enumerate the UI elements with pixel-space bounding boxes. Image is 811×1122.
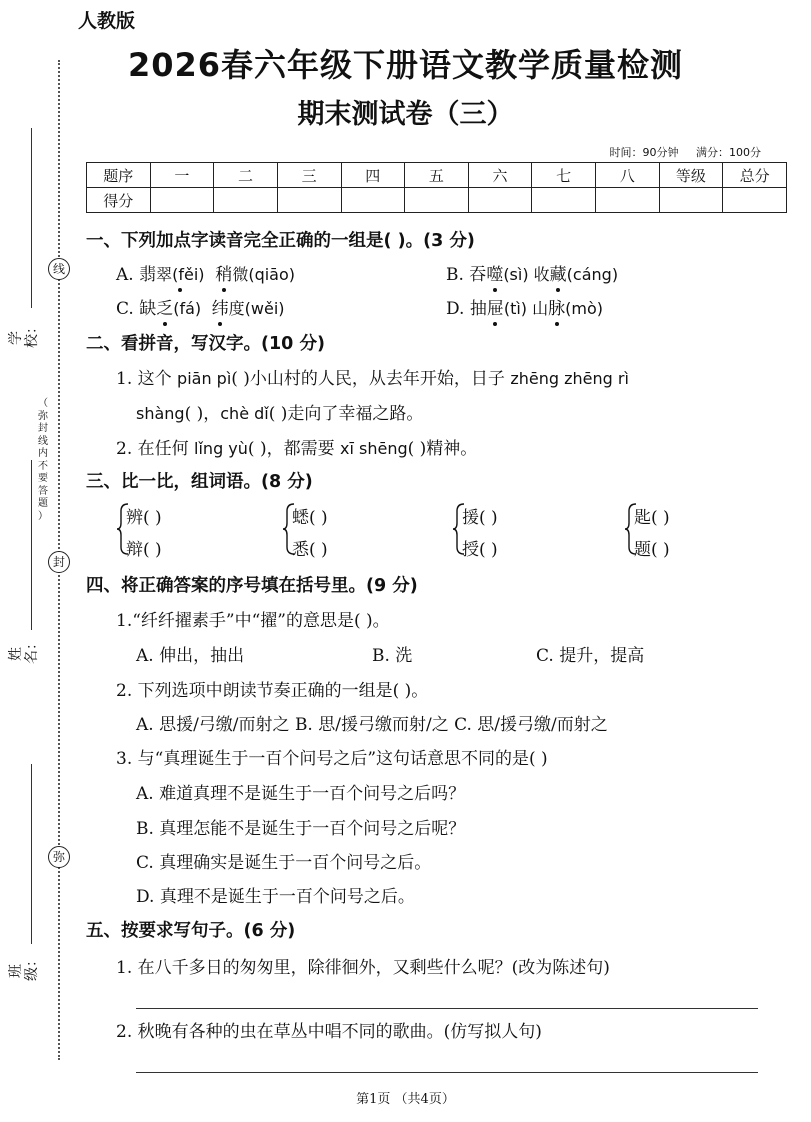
text: 微(qiāo) <box>232 265 296 284</box>
class-label: 班级： <box>8 953 40 981</box>
s3-pair-2-bottom[interactable]: 悉( ) <box>292 540 328 560</box>
s3-pair-3-top[interactable]: 援( ) <box>462 508 498 528</box>
text: D. 抽 <box>446 299 487 319</box>
seal-note: （ 弥 封 线 内 不 要 答 题 ） <box>38 398 48 522</box>
class-write-line <box>31 764 32 944</box>
score-cell: 等级 <box>659 163 723 188</box>
s3-pair-4-bottom[interactable]: 题( ) <box>634 540 670 560</box>
text: (tì) 山 <box>503 299 549 318</box>
score-entry[interactable] <box>150 188 214 213</box>
time-limit: 时间：90分钟 <box>609 146 679 159</box>
school-write-line <box>31 128 32 308</box>
score-cell: 题序 <box>87 163 151 188</box>
section-3-heading: 三、比一比，组词语。(8 分) <box>86 472 313 492</box>
score-table-score-row <box>87 188 787 213</box>
score-entry[interactable] <box>659 188 723 213</box>
score-cell: 总分 <box>723 163 787 188</box>
seal-mi-mark: 弥 <box>48 846 70 868</box>
full-score: 满分：100分 <box>696 146 761 159</box>
dotted-char: 纬 <box>212 294 229 319</box>
text: 度(wěi) <box>228 299 285 318</box>
pinyin: piān pì <box>177 369 232 388</box>
text: (sì) 收 <box>503 265 550 284</box>
s5-q2-answer-line[interactable] <box>136 1072 758 1073</box>
pinyin: xī shēng <box>340 439 408 458</box>
section-1-heading: 一、下列加点字读音完全正确的一组是( )。(3 分) <box>86 231 475 251</box>
s4-question-2[interactable]: 2. 下列选项中朗读节奏正确的一组是( )。 <box>116 681 429 701</box>
text: B. 吞 <box>446 265 487 285</box>
dotted-char: 脉 <box>548 294 565 319</box>
score-cell: 五 <box>405 163 469 188</box>
answer-blank[interactable]: ( )，都需要 <box>247 439 340 459</box>
name-label: 姓名： <box>8 636 40 664</box>
dotted-char: 藏 <box>550 260 567 285</box>
s4-question-3[interactable]: 3. 与“真理诞生于一百个问号之后”这句话意思不同的是( ) <box>116 749 548 769</box>
exam-meta <box>596 144 762 160</box>
edition-label: 人教版 <box>78 10 136 32</box>
score-table-header-row <box>87 163 787 188</box>
s2-question-2 <box>116 434 477 459</box>
text: C. 缺 <box>116 299 157 319</box>
text: 2. 在任何 <box>116 439 195 459</box>
section-2-heading: 二、看拼音，写汉字。(10 分) <box>86 334 325 354</box>
school-label: 学校： <box>8 320 40 348</box>
text: (mò) <box>565 299 603 318</box>
s1-option-d[interactable] <box>446 294 603 319</box>
score-cell: 二 <box>214 163 278 188</box>
answer-blank[interactable]: ( )， <box>184 404 221 424</box>
s5-q1-answer-line[interactable] <box>136 1008 758 1009</box>
section-5-heading: 五、按要求写句子。(6 分) <box>86 921 296 941</box>
page-footer: 第1页 （共4页） <box>356 1092 455 1107</box>
score-table <box>86 162 787 213</box>
text: (cáng) <box>566 265 619 284</box>
score-entry[interactable] <box>468 188 532 213</box>
s5-question-1: 1. 在八千多日的匆匆里，除徘徊外，又剩些什么呢？(改为陈述句) <box>116 958 610 978</box>
s1-option-c[interactable] <box>116 294 285 319</box>
s4-q1-option-b[interactable]: B. 洗 <box>372 646 413 666</box>
exam-subtitle: 期末测试卷（三） <box>297 99 514 130</box>
s4-q3-option-b[interactable]: B. 真理怎能不是诞生于一百个问号之后呢？ <box>136 819 466 839</box>
exam-title: 2026春六年级下册语文教学质量检测 <box>127 46 684 84</box>
seal-feng-mark: 封 <box>48 551 70 573</box>
score-cell: 八 <box>596 163 660 188</box>
s1-option-b[interactable] <box>446 260 618 285</box>
score-entry[interactable] <box>532 188 596 213</box>
answer-blank[interactable]: ( )走向了幸福之路。 <box>268 404 424 424</box>
text: A. 翡 <box>116 265 157 285</box>
text: (fá) <box>173 299 207 318</box>
s3-pair-2-top[interactable]: 蟋( ) <box>292 508 328 528</box>
dotted-char: 屉 <box>487 294 504 319</box>
s3-pair-3-bottom[interactable]: 授( ) <box>462 540 498 560</box>
s4-q2-options[interactable]: A. 思援/弓缴/而射之 B. 思/援弓缴而射/之 C. 思/援弓缴/而射之 <box>136 715 608 735</box>
s2-question-1-line-1 <box>116 364 629 389</box>
score-entry[interactable] <box>596 188 660 213</box>
score-cell: 三 <box>277 163 341 188</box>
score-entry[interactable] <box>723 188 787 213</box>
score-entry[interactable] <box>341 188 405 213</box>
score-cell: 七 <box>532 163 596 188</box>
score-row-label: 得分 <box>87 188 151 213</box>
dotted-char: 噬 <box>486 260 503 285</box>
s2-question-1-line-2 <box>136 399 423 424</box>
s4-q3-option-d[interactable]: D. 真理不是诞生于一百个问号之后。 <box>136 887 415 907</box>
text: 1. 这个 <box>116 369 178 389</box>
s5-question-2: 2. 秋晚有各种的虫在草丛中唱不同的歌曲。(仿写拟人句) <box>116 1022 542 1042</box>
s4-q3-option-c[interactable]: C. 真理确实是诞生于一百个问号之后。 <box>136 853 432 873</box>
s3-pair-4-top[interactable]: 匙( ) <box>634 508 670 528</box>
s4-q1-option-a[interactable]: A. 伸出，抽出 <box>136 646 245 666</box>
score-cell: 一 <box>150 163 214 188</box>
seal-xian-mark: 线 <box>48 258 70 280</box>
s3-pair-1-bottom[interactable]: 辩( ) <box>126 540 162 560</box>
s4-q1-option-c[interactable]: C. 提升，提高 <box>536 646 645 666</box>
pinyin: shàng <box>136 404 185 423</box>
s4-q3-option-a[interactable]: A. 难道真理不是诞生于一百个问号之后吗？ <box>136 784 466 804</box>
pinyin: chè dǐ <box>220 404 269 423</box>
name-write-line <box>31 460 32 630</box>
answer-blank[interactable]: ( )小山村的人民，从去年开始，日子 <box>231 369 511 389</box>
s1-option-a[interactable] <box>116 260 295 285</box>
score-entry[interactable] <box>405 188 469 213</box>
s3-pair-1-top[interactable]: 辨( ) <box>126 508 162 528</box>
score-entry[interactable] <box>277 188 341 213</box>
score-cell: 六 <box>468 163 532 188</box>
dotted-char: 稍 <box>215 260 232 285</box>
section-4-heading: 四、将正确答案的序号填在括号里。(9 分) <box>86 576 418 596</box>
dotted-char: 翠(fěi) <box>156 262 204 285</box>
s4-question-1[interactable]: 1.“纤纤擢素手”中“擢”的意思是( )。 <box>116 611 390 631</box>
score-cell: 四 <box>341 163 405 188</box>
pinyin: lǐng yù <box>194 439 248 458</box>
answer-blank[interactable]: ( )精神。 <box>407 439 478 459</box>
pinyin: zhēng zhēng rì <box>510 369 629 388</box>
dotted-char: 乏 <box>156 294 173 319</box>
score-entry[interactable] <box>214 188 278 213</box>
